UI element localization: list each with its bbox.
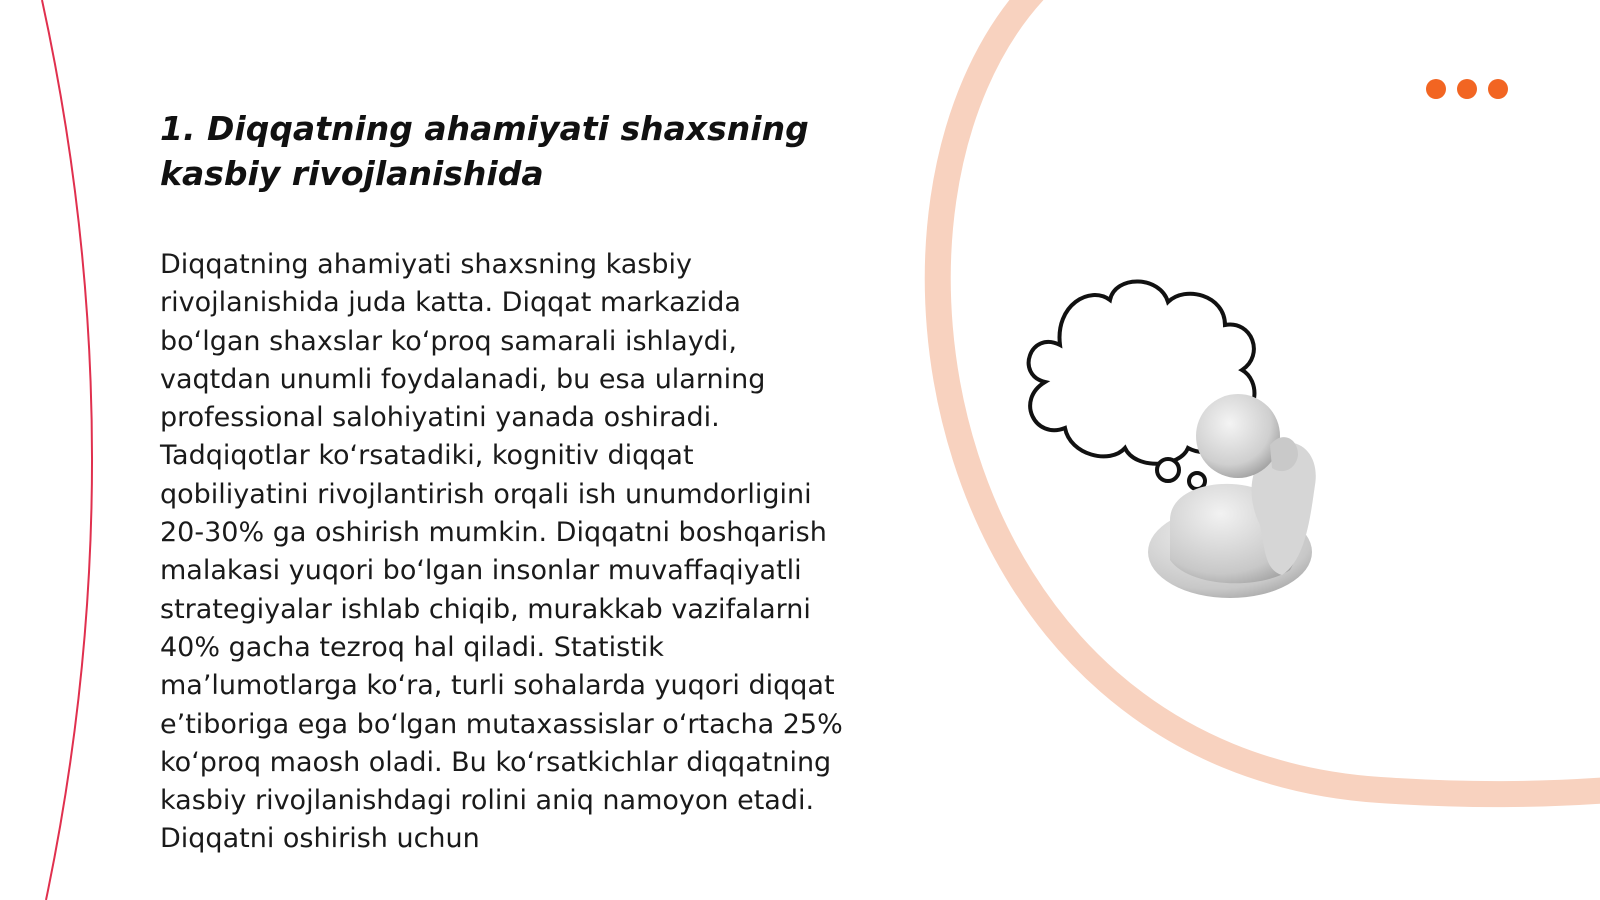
dot (1426, 79, 1446, 99)
left-curve-line (42, 0, 92, 900)
dot (1457, 79, 1477, 99)
slide-title: 1. Diqqatning ahamiyati shaxsning kasbiy rivojlanishida (160, 109, 809, 193)
more-dots-icon (1426, 79, 1508, 99)
dot (1488, 79, 1508, 99)
slide-body-text: Diqqatning ahamiyati shaxsning kasbiy rivojlanishida juda katta. Diqqat markazida bo‘lgan shaxslar ko‘proq samarali ishlaydi, vaqtdan unumli foydalanadi, bu esa ularning professional salohiyatini yanada oshiradi. Tadqiqotlar ko‘rsatadiki, kognitiv diqqat qobiliyatini rivojlantirish orqali ish unumdorligini 20-30% ga oshirish mumkin. Diqqatni boshqarish malakasi yuqori bo‘lgan insonlar muvaffaqiyatli strategiyalar ishlab chiqib, murakkab vazifalarni 40% gacha tezroq hal qiladi. Statistik ma’lumotlarga ko‘ra, turli sohalarda yuqori diqqat e’tiboriga ega bo‘lgan mutaxassislar o‘rtacha 25% ko‘proq maosh oladi. Bu ko‘rsatkichlar diqqatning kasbiy rivojlanishdagi rolini aniq namoyon etadi. Diqqatni oshirish uchun (160, 249, 843, 855)
thinking-person-icon (1020, 270, 1360, 620)
